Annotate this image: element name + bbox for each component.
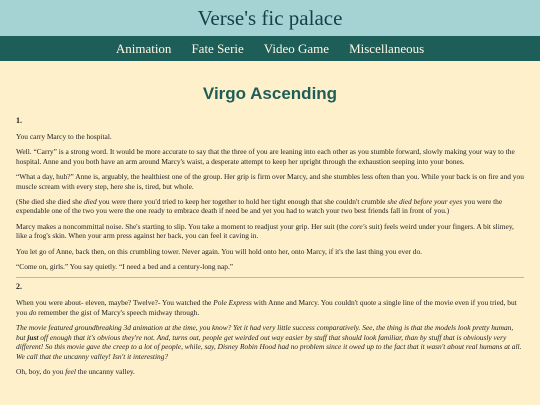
text-run: Oh, boy, do you: [16, 366, 66, 376]
text-run: the uncanny valley.: [75, 366, 135, 376]
italic-text: she died before your eyes: [387, 197, 463, 207]
text-run: you were there you'd tried to keep her together to hold her tight enough that she couldn't crumble: [96, 197, 388, 207]
site-title[interactable]: Verse's fic palace: [197, 5, 343, 30]
italic-text: [16, 323, 521, 360]
italic-text: do: [28, 307, 37, 317]
story-content: [0, 84, 540, 376]
text-run: suit) feels weird under your fingers. A bit slimey, like a frog's skin. When your arm press against her back, you can feel it caving in.: [16, 221, 514, 241]
nav-fate-serie[interactable]: Fate Serie: [191, 40, 244, 56]
paragraph: [16, 222, 524, 241]
paragraph: [16, 367, 524, 376]
chapter-1-label: 1.: [16, 116, 22, 125]
paragraph: Well. “Carry” is a strong word. It would be more accurate to say that the three of you are leaning into each other as you stumble forward, slowly making your way to the hospital. Anne and you both have an arm around Marcy's waist, a desperate attempt to keep her upright through the exhaustion seeping into your bones.: [16, 147, 515, 166]
main-nav: [0, 36, 540, 61]
text-run: Marcy makes a noncommittal noise. She's starting to slip. You take a moment to readjust your grip. Her suit (the: [16, 221, 350, 231]
paragraph: You let go of Anne, back then, on this crumbling tower. Never again. You will hold onto her, onto Marcy, if it's the last thing you ever do.: [16, 246, 423, 256]
bold-text: just: [27, 332, 39, 342]
nav-animation[interactable]: Animation: [115, 40, 172, 56]
nav-miscellaneous[interactable]: Miscellaneous: [349, 40, 425, 56]
text-run: (She died she died she: [16, 197, 84, 207]
chapter-2-label: 2.: [16, 282, 22, 292]
nav-video-game[interactable]: Video Game: [263, 40, 330, 56]
text-run: with Anne and Marcy. You couldn't quote a single line of the movie even if you tried, but you: [16, 298, 517, 317]
text-run: The movie featured groundbreaking 3d animation at the time, you know? Yet it had very little success comparatively. See, the thing is that the models look pretty human, but: [16, 323, 514, 342]
text-run: When you were about- eleven, maybe? Twelve?- You watched the: [16, 298, 214, 308]
text-run: you were the expendable one of the two you were the one ready to embrace death if need be and yet you had to watch your two best friends fall in front of you.): [16, 197, 503, 216]
paragraph: “Come on, girls.” You say quietly. “I need a bed and a century-long nap.”: [16, 262, 234, 272]
italic-text: feel: [65, 366, 76, 376]
text-run: remember the gist of Marcy's speech midway through.: [36, 307, 200, 317]
text-run: off enough that it's obvious they're not. And, turns out, people get weirded out way easier by stuff that should look familiar, than by stuff that is obviously very different! So this movie gave the creep to a lot of people, while, say, Disney Robin Hood had no problem since it owed up to the fact that it wasn't about real humans at all. We call that the uncanny valley! Isn't it interesting?: [16, 332, 522, 361]
paragraph: [16, 197, 524, 216]
story-title: Virgo Ascending: [202, 84, 338, 103]
site-banner: [0, 0, 540, 36]
italic-text: core's: [349, 221, 368, 231]
italic-text: died: [83, 197, 97, 207]
chapter-divider: [16, 277, 524, 278]
italic-text: Pole Express: [213, 298, 252, 308]
paragraph: [16, 298, 524, 317]
paragraph: You carry Marcy to the hospital.: [16, 132, 112, 141]
paragraph: “What a day, huh?” Anne is, arguably, the healthiest one of the group. Her grip is firm over Marcy, and she stumbles less often than you. While your back is on fire and you muscle scream with every step, here she is, tired, but whole.: [16, 172, 524, 191]
paragraph: [16, 323, 524, 361]
